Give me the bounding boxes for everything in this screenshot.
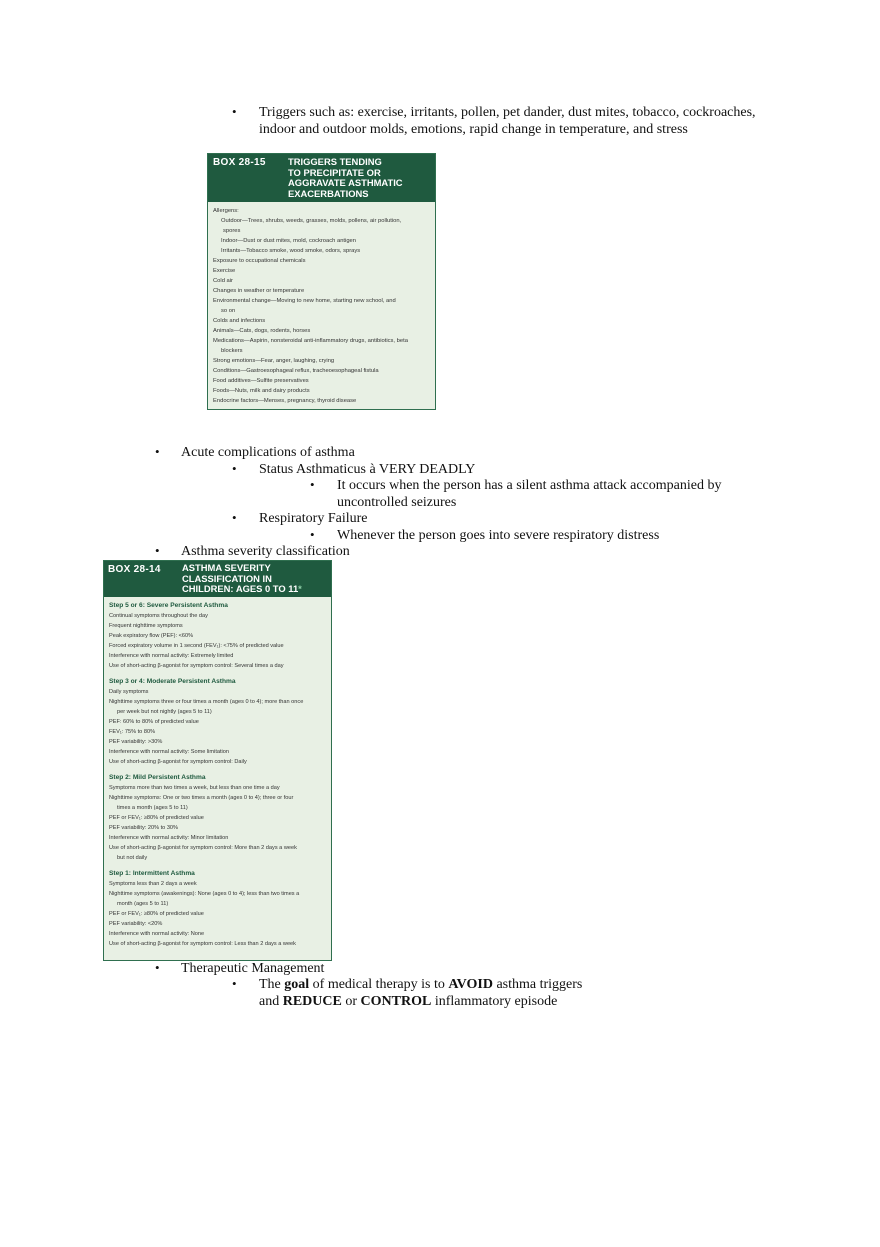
- list-item: Animals—Cats, dogs, rodents, horses: [213, 328, 311, 334]
- list-item: PEF variability: >30%: [109, 739, 163, 745]
- bullet-dot: •: [155, 960, 160, 975]
- triggers-box: [207, 153, 436, 410]
- list-item: month (ages 5 to 11): [117, 901, 169, 907]
- severity-box: [103, 560, 332, 961]
- section-heading: Step 2: Mild Persistent Asthma: [109, 774, 206, 781]
- list-item: Use of short-acting β-agonist for symptom control: Daily: [109, 759, 247, 765]
- list-item: Interference with normal activity: Minor limitation: [109, 835, 229, 841]
- severity-box-header: [104, 561, 331, 597]
- list-item: times a month (ages 5 to 11): [117, 805, 188, 811]
- list-item: Food additives—Sulfite preservatives: [213, 378, 309, 384]
- list-item: Cold air: [213, 278, 233, 284]
- intro-line-2: indoor and outdoor molds, emotions, rapid change in temperature, and stress: [259, 122, 688, 137]
- list-item: spores: [223, 228, 241, 234]
- bullet-dot: •: [232, 461, 237, 476]
- list-item: Irritants—Tobacco smoke, wood smoke, odors, sprays: [221, 248, 361, 254]
- bullet-dot: •: [310, 477, 315, 492]
- bullet-dot: •: [232, 976, 237, 991]
- list-item: Interference with normal activity: Some limitation: [109, 749, 230, 755]
- list-item: Nighttime symptoms three or four times a month (ages 0 to 4); more than once: [109, 699, 304, 705]
- list-item: Allergens:: [213, 208, 239, 214]
- section-heading: Step 1: Intermittent Asthma: [109, 870, 195, 877]
- list-item: PEF or FEV₁: ≥80% of predicted value: [109, 815, 204, 821]
- list-item: Exposure to occupational chemicals: [213, 258, 306, 264]
- respiratory-failure: Respiratory Failure: [259, 511, 368, 526]
- list-item: Use of short-acting β-agonist for symptom control: Less than 2 days a week: [109, 941, 296, 947]
- list-item: Frequent nighttime symptoms: [109, 623, 183, 629]
- triggers-list: [213, 206, 408, 406]
- list-item: Exercise: [213, 268, 236, 274]
- list-item: PEF or FEV₁: ≥80% of predicted value: [109, 911, 204, 917]
- list-item: Interference with normal activity: Extremely limited: [109, 653, 234, 659]
- list-item: Colds and infections: [213, 318, 266, 324]
- box-number: BOX 28-15: [213, 157, 266, 168]
- list-item: per week but not nightly (ages 5 to 11): [117, 709, 212, 715]
- list-item: PEF: 60% to 80% of predicted value: [109, 719, 199, 725]
- list-item: so on: [221, 308, 236, 314]
- list-item: Indoor—Dust or dust mites, mold, cockroach antigen: [221, 238, 357, 244]
- section-heading: Step 3 or 4: Moderate Persistent Asthma: [109, 678, 236, 685]
- list-item: Conditions—Gastroesophageal reflux, tracheoesophageal fistula: [213, 368, 379, 374]
- severity-list: [109, 601, 303, 949]
- list-item: Continual symptoms throughout the day: [109, 613, 208, 619]
- list-item: Symptoms less than 2 days a week: [109, 881, 197, 887]
- list-item: Forced expiratory volume in 1 second (FEV₁): <75% of predicted value: [109, 643, 284, 649]
- list-item: Daily symptoms: [109, 689, 149, 695]
- list-item: Symptoms more than two times a week, but less than one time a day: [109, 785, 280, 791]
- bullet-dot: •: [155, 444, 160, 459]
- list-item: Outdoor—Trees, shrubs, weeds, grasses, molds, pollens, air pollution,: [221, 218, 402, 224]
- box-title: ASTHMA SEVERITY CLASSIFICATION IN CHILDREN: AGES 0 TO 11*: [182, 562, 302, 595]
- list-item: Use of short-acting β-agonist for symptom control: More than 2 days a week: [109, 845, 297, 851]
- list-item: Use of short-acting β-agonist for symptom control: Several times a day: [109, 663, 284, 669]
- triggers-box-header: [208, 154, 435, 202]
- bullet-dot: •: [310, 527, 315, 542]
- box-title: TRIGGERS TENDING TO PRECIPITATE OR AGGRAVATE ASTHMATIC EXACERBATIONS: [288, 156, 403, 199]
- list-item: blockers: [221, 348, 243, 354]
- bullet-dot: •: [232, 510, 237, 525]
- bullet-dot: •: [155, 543, 160, 558]
- list-item: Interference with normal activity: None: [109, 931, 205, 937]
- list-item: Nighttime symptoms (awakenings): None (ages 0 to 4); less than two times a: [109, 891, 300, 897]
- therapeutic-line-1: The goal of medical therapy is to AVOID asthma triggers: [259, 977, 583, 992]
- therapeutic-line-2: and REDUCE or CONTROL inflammatory episode: [259, 994, 558, 1009]
- bullet-dot: •: [232, 104, 237, 119]
- severity-heading: Asthma severity classification: [181, 544, 350, 559]
- list-item: PEF variability: <20%: [109, 921, 163, 927]
- list-item: FEV₁: 75% to 80%: [109, 729, 156, 735]
- status-asthmaticus: Status Asthmaticus à VERY DEADLY: [259, 462, 476, 477]
- list-item: PEF variability: 20% to 30%: [109, 825, 179, 831]
- status-detail-line-2: uncontrolled seizures: [337, 495, 457, 510]
- list-item: Nighttime symptoms: One or two times a month (ages 0 to 4); three or four: [109, 795, 294, 801]
- list-item: Changes in weather or temperature: [213, 288, 305, 294]
- status-detail-line-1: It occurs when the person has a silent asthma attack accompanied by: [337, 478, 722, 493]
- section-heading: Step 5 or 6: Severe Persistent Asthma: [109, 602, 228, 609]
- list-item: Environmental change—Moving to new home, starting new school, and: [213, 298, 396, 304]
- list-item: but not daily: [117, 855, 148, 861]
- therapeutic-heading: Therapeutic Management: [181, 961, 325, 976]
- list-item: Strong emotions—Fear, anger, laughing, crying: [213, 358, 335, 364]
- list-item: Peak expiratory flow (PEF): <60%: [109, 633, 194, 639]
- respiratory-detail: Whenever the person goes into severe respiratory distress: [337, 528, 660, 543]
- box-number: BOX 28-14: [108, 564, 161, 575]
- list-item: Foods—Nuts, milk and dairy products: [213, 388, 310, 394]
- complications-heading: Acute complications of asthma: [181, 445, 355, 460]
- list-item: Endocrine factors—Menses, pregnancy, thyroid disease: [213, 398, 357, 404]
- intro-line-1: Triggers such as: exercise, irritants, pollen, pet dander, dust mites, tobacco, cockroaches,: [259, 105, 756, 120]
- list-item: Medications—Aspirin, nonsteroidal anti-inflammatory drugs, antibiotics, beta: [213, 338, 408, 344]
